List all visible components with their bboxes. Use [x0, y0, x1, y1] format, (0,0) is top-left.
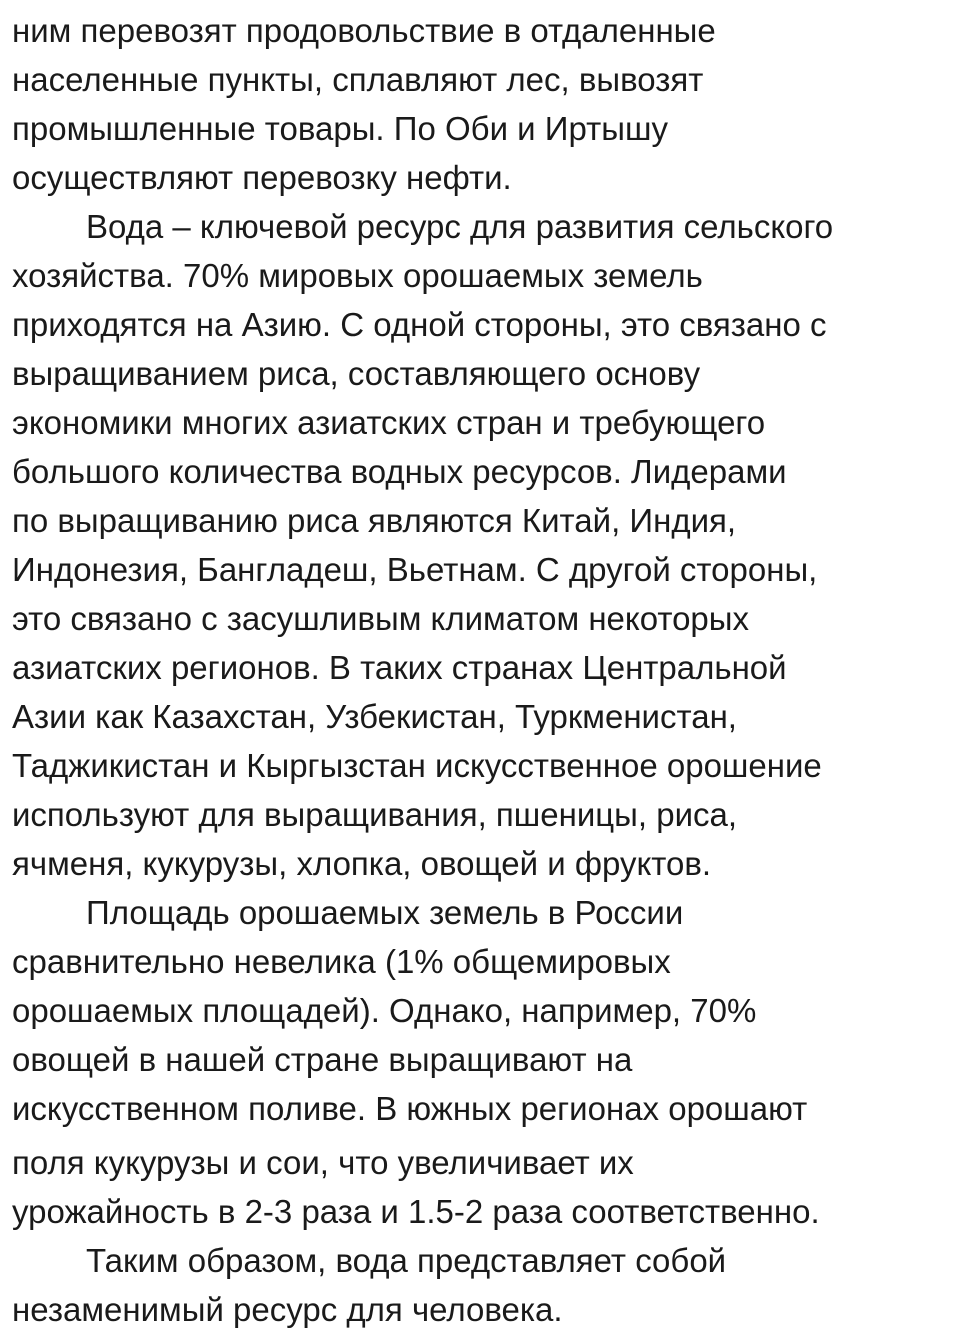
text-line-16: Таджикистан и Кыргызстан искусственное орошение — [12, 747, 822, 784]
text-line-3: промышленные товары. По Оби и Иртышу — [12, 110, 668, 147]
text-line-9: экономики многих азиатских стран и требующего — [12, 404, 766, 441]
text-line-2: населенные пункты, сплавляют лес, вывозят — [12, 61, 704, 98]
text-line-22: овощей в нашей стране выращивают на — [12, 1041, 633, 1078]
paragraph-start-russia-irrigation: Площадь орошаемых земель в России — [86, 894, 684, 931]
text-line-20: сравнительно невелика (1% общемировых — [12, 943, 671, 980]
text-line-12: Индонезия, Бангладеш, Вьетнам. С другой стороны, — [12, 551, 818, 588]
text-line-6: хозяйства. 70% мировых орошаемых земель — [12, 257, 703, 294]
text-line-15: Азии как Казахстан, Узбекистан, Туркменистан, — [12, 698, 737, 735]
text-line-7: приходятся на Азию. С одной стороны, это связано с — [12, 306, 827, 343]
text-line-1: ним перевозят продовольствие в отдаленные — [12, 12, 716, 49]
text-line-4: осуществляют перевозку нефти. — [12, 159, 512, 196]
text-line-24: поля кукурузы и сои, что увеличивает их — [12, 1144, 634, 1181]
text-line-8: выращиванием риса, составляющего основу — [12, 355, 701, 392]
paragraph-start-conclusion: Таким образом, вода представляет собой — [86, 1242, 727, 1279]
text-line-21: орошаемых площадей). Однако, например, 70% — [12, 992, 757, 1029]
text-line-11: по выращиванию риса являются Китай, Индия, — [12, 502, 737, 539]
paragraph-start-water-agriculture: Вода – ключевой ресурс для развития сельского — [86, 208, 834, 245]
text-line-25: урожайность в 2-3 раза и 1.5-2 раза соответственно. — [12, 1193, 820, 1230]
text-line-17: используют для выращивания, пшеницы, риса, — [12, 796, 738, 833]
text-line-18: ячменя, кукурузы, хлопка, овощей и фруктов. — [12, 845, 712, 882]
text-line-10: большого количества водных ресурсов. Лидерами — [12, 453, 787, 490]
text-line-23: искусственном поливе. В южных регионах орошают — [12, 1090, 808, 1127]
text-line-14: азиатских регионов. В таких странах Центральной — [12, 649, 787, 686]
text-line-27: незаменимый ресурс для человека. — [12, 1291, 563, 1328]
text-line-13: это связано с засушливым климатом некоторых — [12, 600, 750, 637]
